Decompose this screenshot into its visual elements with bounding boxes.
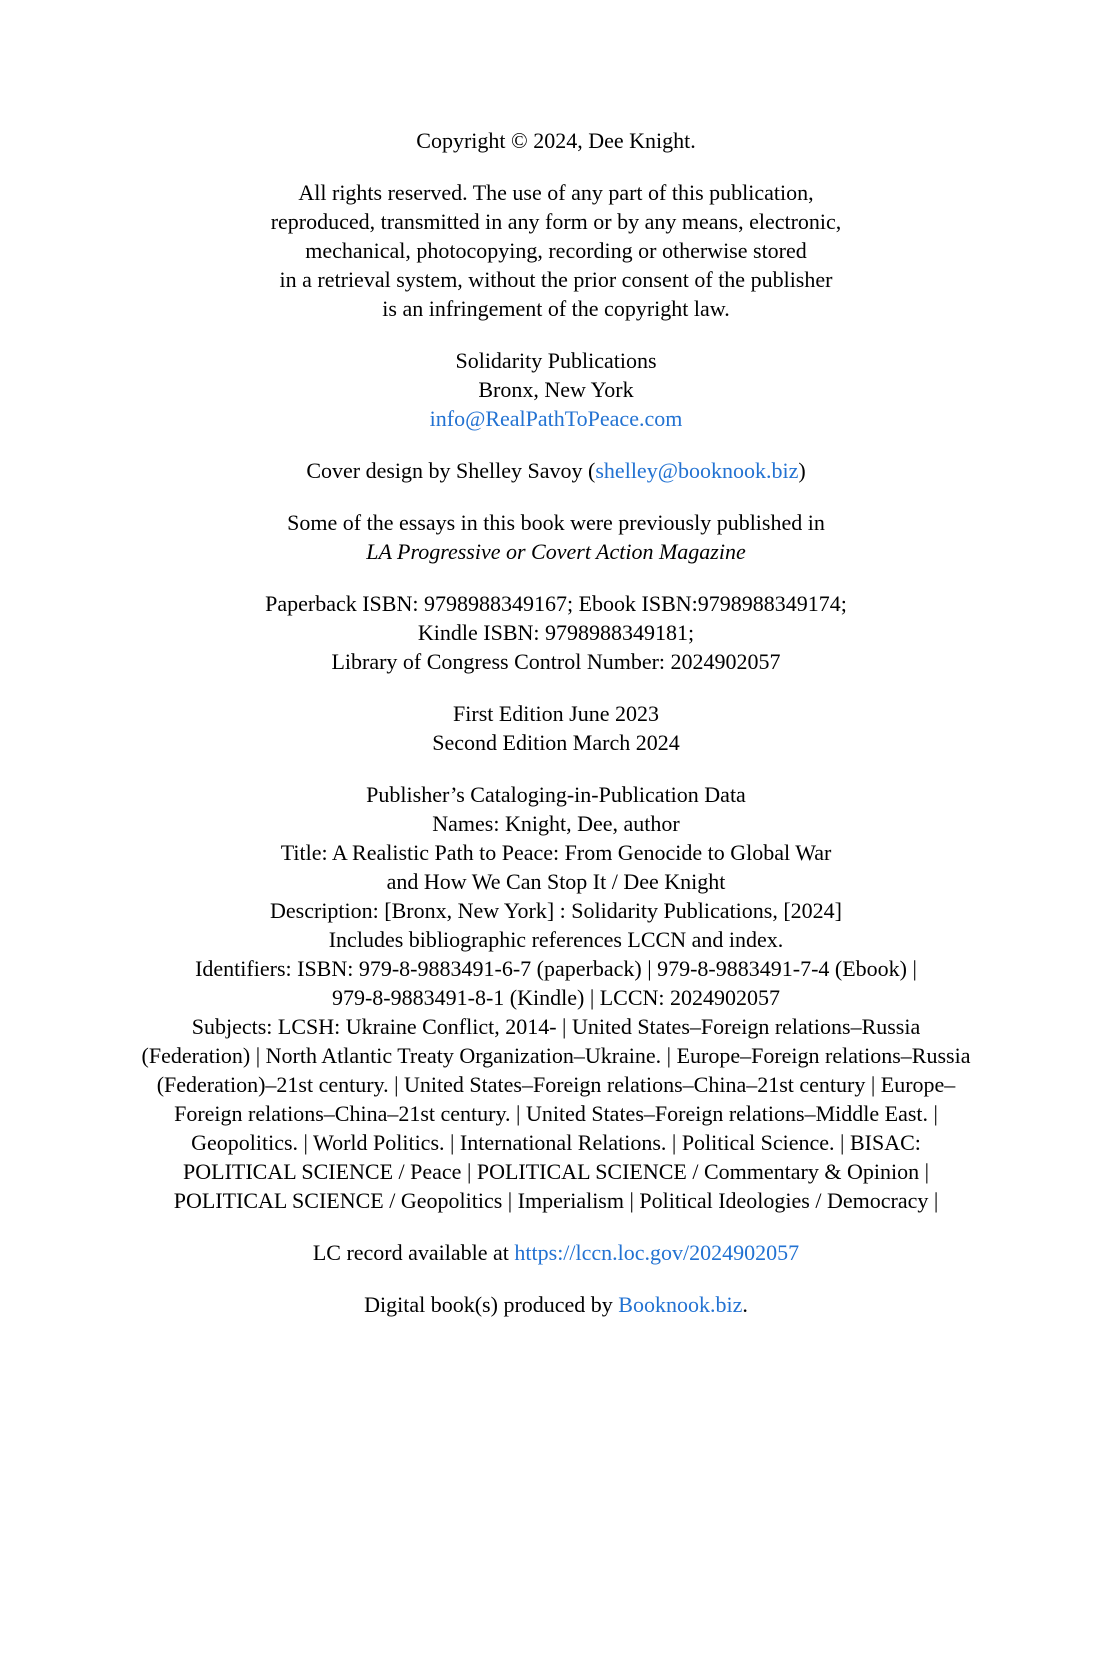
lccn-line: Library of Congress Control Number: 2024902057 xyxy=(331,649,781,674)
cover-design-suffix: ) xyxy=(798,458,806,483)
cip-line: Subjects: LCSH: Ukraine Conflict, 2014- | United States–Foreign relations–Russia xyxy=(191,1014,921,1039)
production-suffix: . xyxy=(742,1292,748,1317)
cip-line: Identifiers: ISBN: 979-8-9883491-6-7 (paperback) | 979-8-9883491-7-4 (Ebook) | xyxy=(195,956,917,981)
publisher-block xyxy=(76,346,1036,433)
production-prefix: Digital book(s) produced by xyxy=(364,1292,619,1317)
copyright-notice xyxy=(76,126,1036,155)
cover-design-prefix: Cover design by Shelley Savoy ( xyxy=(306,458,596,483)
cip-line: POLITICAL SCIENCE / Geopolitics | Imperialism | Political Ideologies / Democracy | xyxy=(173,1188,939,1213)
rights-line: mechanical, photocopying, recording or otherwise stored xyxy=(305,238,807,263)
isbn-line: Kindle ISBN: 9798988349181; xyxy=(417,620,695,645)
cip-line: Publisher’s Cataloging-in-Publication Data xyxy=(366,782,746,807)
cip-line: and How We Can Stop It / Dee Knight xyxy=(386,869,726,894)
production-line xyxy=(76,1290,1036,1319)
lc-record-prefix: LC record available at xyxy=(312,1240,515,1265)
cip-line: Title: A Realistic Path to Peace: From Genocide to Global War xyxy=(280,840,832,865)
lc-record-url-link[interactable]: https://lccn.loc.gov/2024902057 xyxy=(514,1240,800,1265)
cip-line: POLITICAL SCIENCE / Peace | POLITICAL SCIENCE / Commentary & Opinion | xyxy=(183,1159,929,1184)
cip-line: Names: Knight, Dee, author xyxy=(432,811,680,836)
publisher-name: Solidarity Publications xyxy=(455,348,657,373)
production-credit xyxy=(76,1290,1036,1319)
isbn-block xyxy=(76,589,1036,676)
publisher-location: Bronx, New York xyxy=(478,377,634,402)
cover-design-credit xyxy=(76,456,1036,485)
rights-line: in a retrieval system, without the prior consent of the publisher xyxy=(279,267,833,292)
previous-publication-note xyxy=(76,508,1036,566)
cover-designer-email-link[interactable]: shelley@booknook.biz xyxy=(595,458,799,483)
edition-block xyxy=(76,699,1036,757)
cip-line: 979-8-9883491-8-1 (Kindle) | LCCN: 2024902057 xyxy=(331,985,781,1010)
edition-line: Second Edition March 2024 xyxy=(432,730,680,755)
cip-line: (Federation) | North Atlantic Treaty Organization–Ukraine. | Europe–Foreign relations–Russia xyxy=(141,1043,971,1068)
cip-line: Includes bibliographic references LCCN and index. xyxy=(328,927,784,952)
isbn-line: Paperback ISBN: 9798988349167; Ebook ISBN:9798988349174; xyxy=(265,591,847,616)
publisher-email-line xyxy=(76,404,1036,433)
edition-line: First Edition June 2023 xyxy=(453,701,659,726)
rights-line: All rights reserved. The use of any part of this publication, xyxy=(298,180,814,205)
previous-publication-sources: LA Progressive or Covert Action Magazine xyxy=(366,539,746,564)
lc-record-note xyxy=(76,1238,1036,1267)
cip-line: Geopolitics. | World Politics. | International Relations. | Political Science. | BISAC: xyxy=(191,1130,921,1155)
cip-line: Description: [Bronx, New York] : Solidarity Publications, [2024] xyxy=(270,898,842,923)
production-company-link[interactable]: Booknook.biz xyxy=(618,1292,743,1317)
cataloging-in-publication-data xyxy=(76,780,1036,1215)
previous-publication-line: Some of the essays in this book were previously published in xyxy=(287,510,825,535)
lc-record-line xyxy=(76,1238,1036,1267)
publisher-email-link[interactable]: info@RealPathToPeace.com xyxy=(429,406,683,431)
copyright-line: Copyright © 2024, Dee Knight. xyxy=(416,128,696,153)
rights-line: reproduced, transmitted in any form or by any means, electronic, xyxy=(270,209,842,234)
rights-line: is an infringement of the copyright law. xyxy=(382,296,730,321)
cip-line: Foreign relations–China–21st century. | United States–Foreign relations–Middle East. | xyxy=(174,1101,938,1126)
cip-line: (Federation)–21st century. | United States–Foreign relations–China–21st century | Europe– xyxy=(156,1072,956,1097)
rights-statement xyxy=(76,178,1036,323)
cover-design-line xyxy=(76,456,1036,485)
